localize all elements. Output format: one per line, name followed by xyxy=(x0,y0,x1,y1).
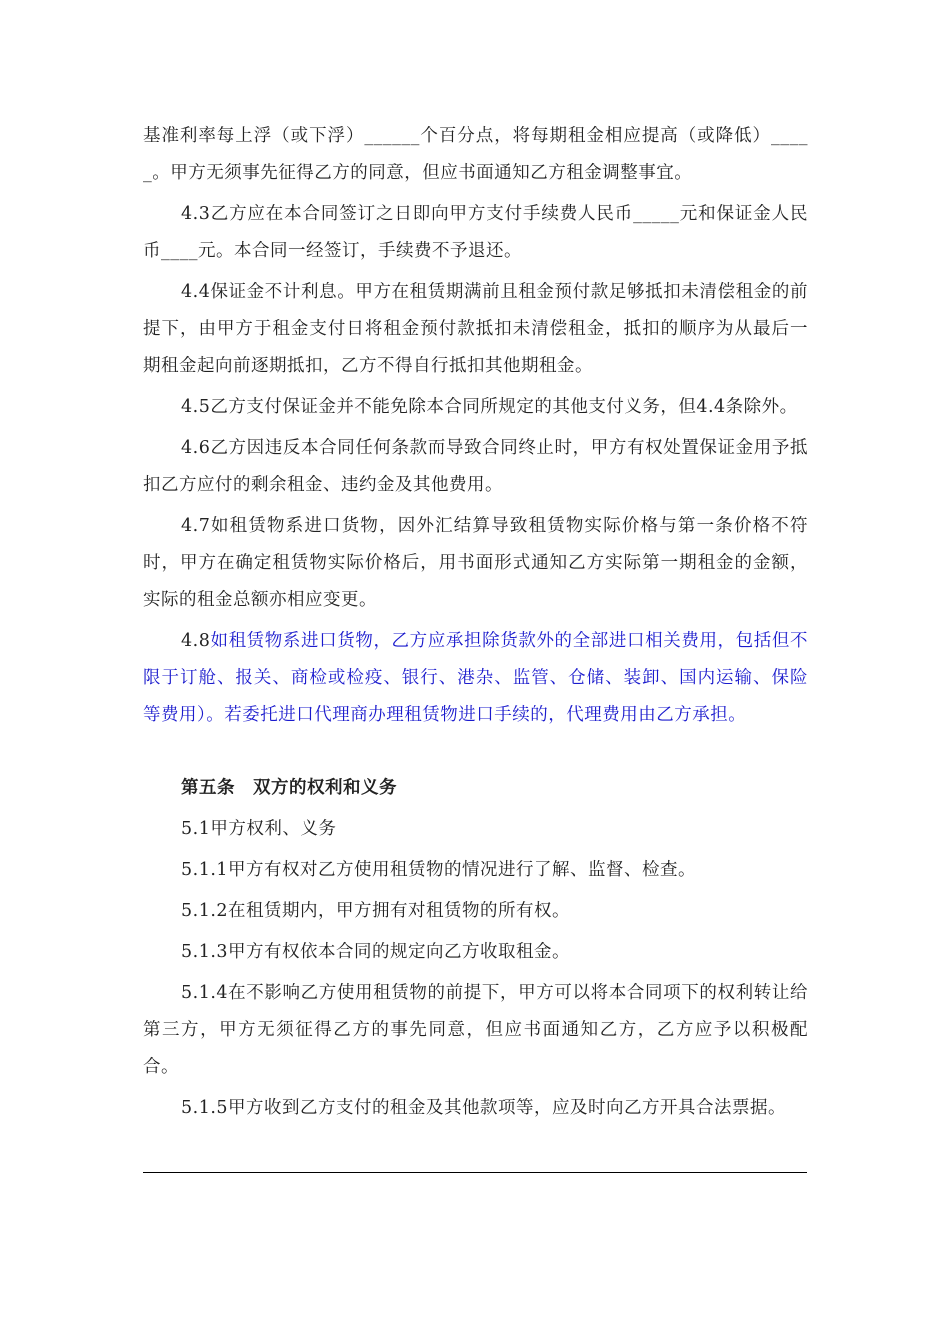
clause-5-1: 5.1甲方权利、义务 xyxy=(181,819,337,839)
clause-5-1-3: 5.1.3甲方有权依本合同的规定向乙方收取租金。 xyxy=(181,942,571,962)
clause-4-6: 4.6乙方因违反本合同任何条款而导致合同终止时，甲方有权处置保证金用予抵扣乙方应付的剩余租金、违约金及其他费用。 xyxy=(143,438,808,495)
clause-4-7: 4.7如租赁物系进口货物，因外汇结算导致租赁物实际价格与第一条价格不符时，甲方在确定租赁物实际价格后，用书面形式通知乙方实际第一期租金的金额，实际的租金总额亦相应变更。 xyxy=(143,516,808,610)
clause-4-8-text: 如租赁物系进口货物，乙方应承担除货款外的全部进口相关费用，包括但不限于订舱、报关、商检或检疫、银行、港杂、监管、仓储、装卸、国内运输、保险等费用）。若委托进口代理商办理租赁物进口手续的，代理费用由乙方承担。 xyxy=(143,631,808,725)
clause-5-1-1: 5.1.1甲方有权对乙方使用租赁物的情况进行了解、监督、检查。 xyxy=(181,860,697,880)
section-spacer xyxy=(143,738,808,770)
clause-4-5: 4.5乙方支付保证金并不能免除本合同所规定的其他支付义务，但4.4条除外。 xyxy=(181,397,798,417)
clause-4-3: 4.3乙方应在本合同签订之日即向甲方支付手续费人民币_____元和保证金人民币____元。本合同一经签订，手续费不予退还。 xyxy=(143,204,808,261)
article-5-heading: 第五条 双方的权利和义务 xyxy=(181,778,397,798)
clause-4-8 xyxy=(143,623,808,734)
clause-4-4: 4.4保证金不计利息。甲方在租赁期满前且租金预付款足够抵扣未清偿租金的前提下，由甲方于租金支付日将租金预付款抵扣未清偿租金，抵扣的顺序为从最后一期租金起向前逐期抵扣，乙方不得自行抵扣其他期租金。 xyxy=(143,282,808,376)
bottom-divider-line xyxy=(143,1172,807,1173)
clause-5-1-2: 5.1.2在租赁期内，甲方拥有对租赁物的所有权。 xyxy=(181,901,571,921)
clause-5-1-4: 5.1.4在不影响乙方使用租赁物的前提下，甲方可以将本合同项下的权利转让给第三方，甲方无须征得乙方的事先同意，但应书面通知乙方，乙方应予以积极配合。 xyxy=(143,983,808,1077)
clause-4-8-number: 4.8 xyxy=(181,631,211,651)
document-body xyxy=(143,118,808,1131)
clause-5-1-5: 5.1.5甲方收到乙方支付的租金及其他款项等，应及时向乙方开具合法票据。 xyxy=(181,1098,787,1118)
rate-adjustment-paragraph: 基准利率每上浮（或下浮）______个百分点，将每期租金相应提高（或降低）_____。甲方无须事先征得乙方的同意，但应书面通知乙方租金调整事宜。 xyxy=(143,126,808,183)
